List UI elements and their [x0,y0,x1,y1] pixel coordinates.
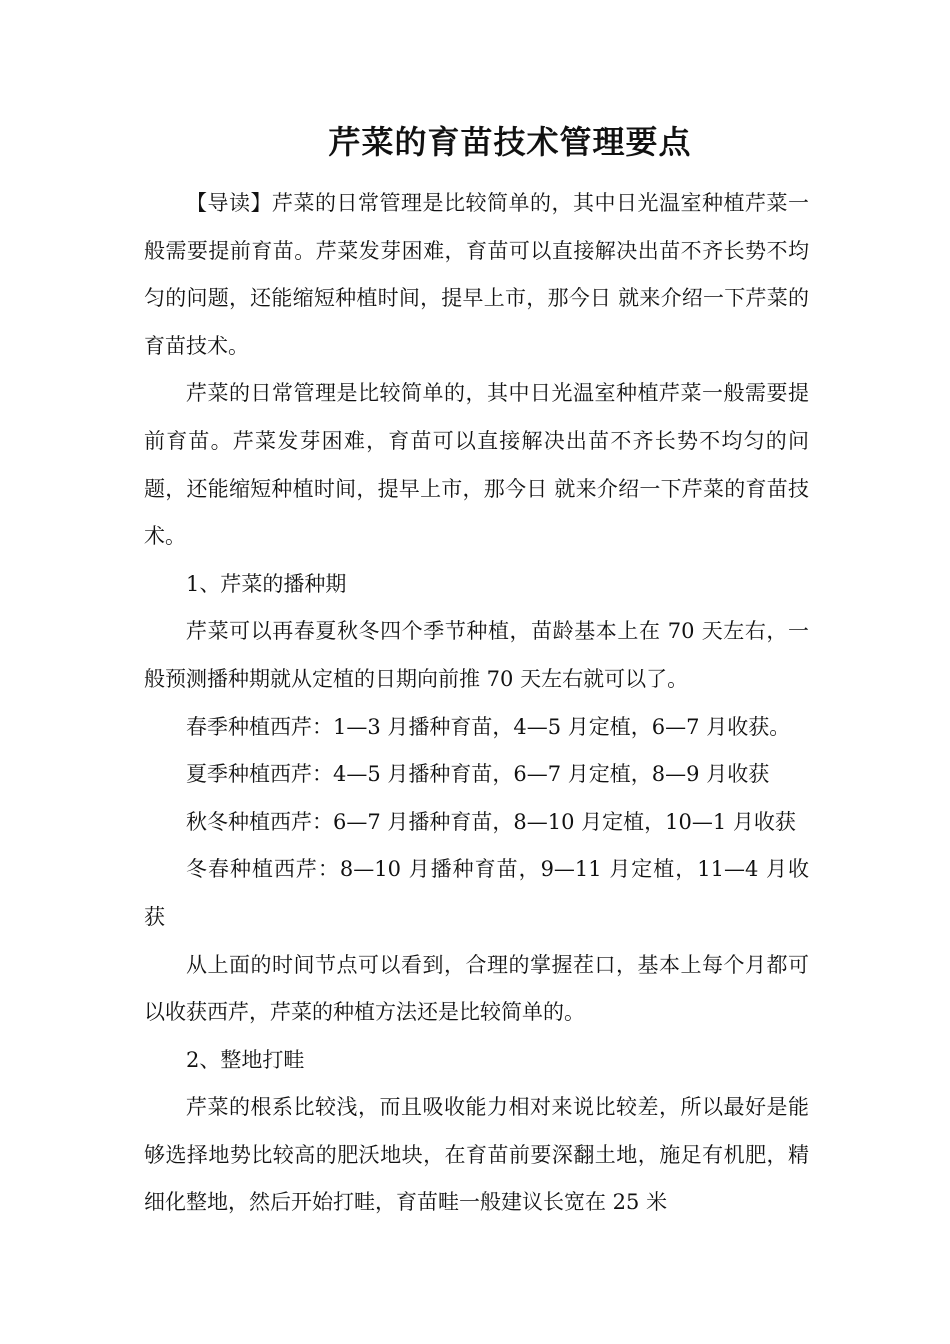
section-heading-sowing: 1、芹菜的播种期 [186,571,347,596]
paragraph-summary: 芹菜的日常管理是比较简单的，其中日光温室种植芹菜一般需要提前育苗。芹菜发芽困难，育苗可以直接解决出苗不齐长势不均匀的问题，还能缩短种植时间，提早上市，那今日 就来介绍一下芹菜的育苗技术。 [144,381,809,549]
schedule-winter-spring: 冬春种植西芹：8—10 月播种育苗，9—11 月定植，11—4 月收获 [144,857,809,929]
document-body [144,180,809,1227]
schedule-summer: 夏季种植西芹：4—5 月播种育苗，6—7 月定植，8—9 月收获 [186,762,770,787]
paragraph-harvest: 从上面的时间节点可以看到，合理的掌握茬口，基本上每个月都可以收获西芹，芹菜的种植方法还是比较简单的。 [144,952,809,1025]
schedule-spring: 春季种植西芹：1—3 月播种育苗，4—5 月定植，6—7 月收获。 [186,714,791,739]
document-title: 芹菜的育苗技术管理要点 [328,123,692,161]
paragraph-soil: 芹菜的根系比较浅，而且吸收能力相对来说比较差，所以最好是能够选择地势比较高的肥沃地块，在育苗前要深翻土地，施足有机肥，精细化整地，然后开始打畦，育苗畦一般建议长宽在 25 米 [144,1095,809,1215]
paragraph-intro: 【导读】芹菜的日常管理是比较简单的，其中日光温室种植芹菜一般需要提前育苗。芹菜发芽困难，育苗可以直接解决出苗不齐长势不均匀的问题，还能缩短种植时间，提早上市，那今日 就来介绍一下芹菜的育苗技术。 [144,191,809,358]
schedule-autumn-winter: 秋冬种植西芹：6—7 月播种育苗，8—10 月定植，10—1 月收获 [186,809,796,834]
paragraph-sowing: 芹菜可以再春夏秋冬四个季节种植，苗龄基本上在 70 天左右，一般预测播种期就从定植的日期向前推 70 天左右就可以了。 [144,619,809,691]
section-heading-soil: 2、整地打畦 [186,1047,305,1072]
